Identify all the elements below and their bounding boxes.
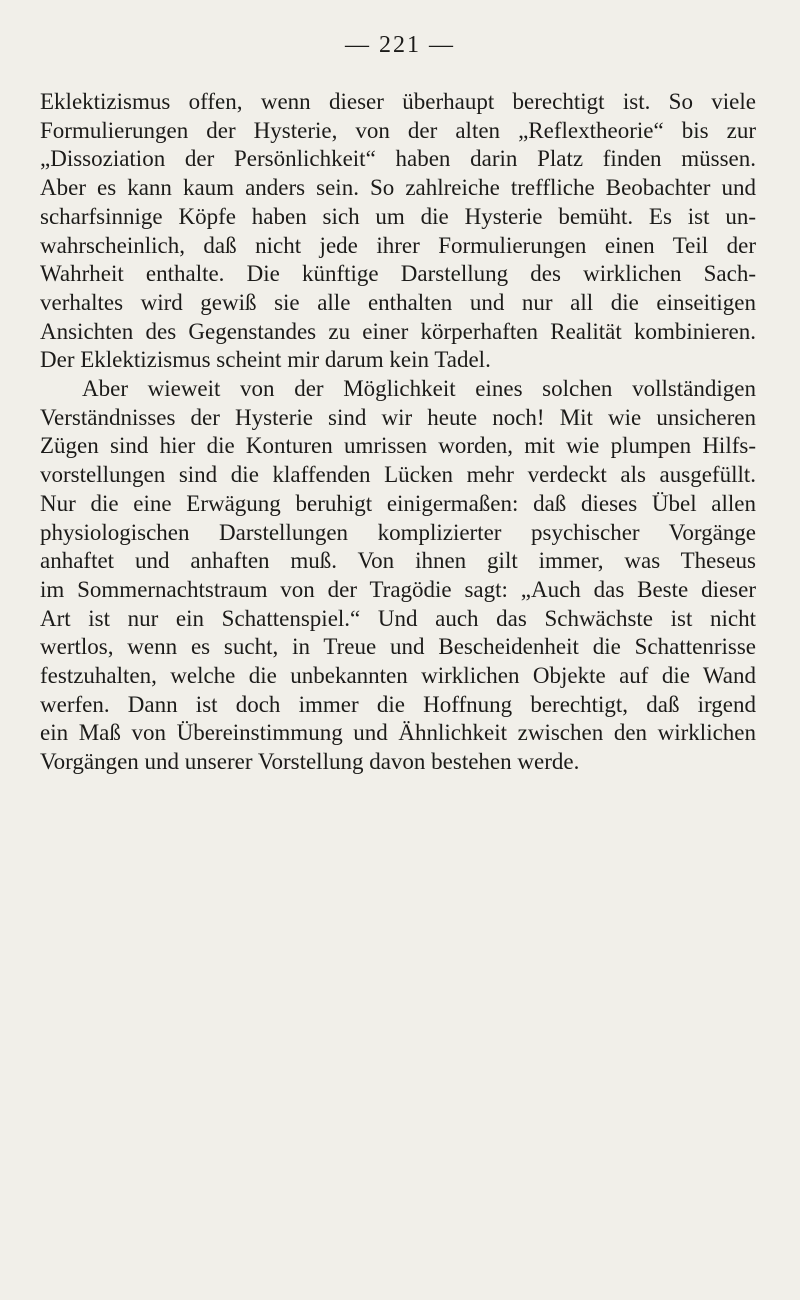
text-line: „Dissoziation der Persönlichkeit“ haben darin Platz finden müssen. (40, 146, 756, 172)
text-line: Vorgängen und unserer Vorstellung davon bestehen werde. (40, 749, 580, 775)
text-line: ein Maß von Übereinstimmung und Ähnlichkeit zwischen den wirklichen (40, 720, 756, 746)
text-line: Aber wieweit von der Möglichkeit eines solchen vollständigen (82, 376, 756, 402)
text-line: physiologischen Darstellungen komplizierter psychischer Vorgänge (40, 519, 756, 545)
body-text (40, 88, 756, 777)
text-line: scharfsinnige Köpfe haben sich um die Hysterie bemüht. Es ist un- (40, 203, 756, 229)
paragraph-2 (40, 375, 756, 777)
text-line: festzuhalten, welche die unbekannten wirklichen Objekte auf die Wand (40, 663, 756, 689)
text-line: anhaftet und anhaften muß. Von ihnen gilt immer, was Theseus (40, 548, 756, 574)
text-line: Nur die eine Erwägung beruhigt einigermaßen: daß dieses Übel allen (40, 490, 756, 516)
text-line: vorstellungen sind die klaffenden Lücken mehr verdeckt als ausgefüllt. (40, 462, 756, 488)
text-line: im Sommernachtstraum von der Tragödie sagt: „Auch das Beste dieser (40, 576, 756, 602)
paragraph-1 (40, 88, 756, 375)
text-line: Wahrheit enthalte. Die künftige Darstellung des wirklichen Sach- (40, 261, 756, 287)
text-line: Verständnisses der Hysterie sind wir heute noch! Mit wie unsicheren (40, 404, 756, 430)
text-line: Ansichten des Gegenstandes zu einer körperhaften Realität kombinieren. (40, 318, 756, 344)
text-line: Art ist nur ein Schattenspiel.“ Und auch das Schwächste ist nicht (40, 605, 756, 631)
text-line: werfen. Dann ist doch immer die Hoffnung berechtigt, daß irgend (40, 691, 756, 717)
page-number: — 221 — (345, 32, 455, 58)
text-line: wertlos, wenn es sucht, in Treue und Bescheidenheit die Schattenrisse (40, 634, 756, 660)
text-line: verhaltes wird gewiß sie alle enthalten und nur all die einseitigen (40, 289, 756, 315)
text-line: Zügen sind hier die Konturen umrissen worden, mit wie plumpen Hilfs- (40, 433, 756, 459)
text-line: Formulierungen der Hysterie, von der alten „Reflextheorie“ bis zur (40, 117, 756, 143)
text-line: wahrscheinlich, daß nicht jede ihrer Formulierungen einen Teil der (40, 232, 756, 258)
text-line: Aber es kann kaum anders sein. So zahlreiche treffliche Beobachter und (40, 175, 756, 201)
text-line: Der Eklektizismus scheint mir darum kein Tadel. (40, 347, 491, 373)
text-line: Eklektizismus offen, wenn dieser überhaupt berechtigt ist. So viele (40, 89, 756, 114)
